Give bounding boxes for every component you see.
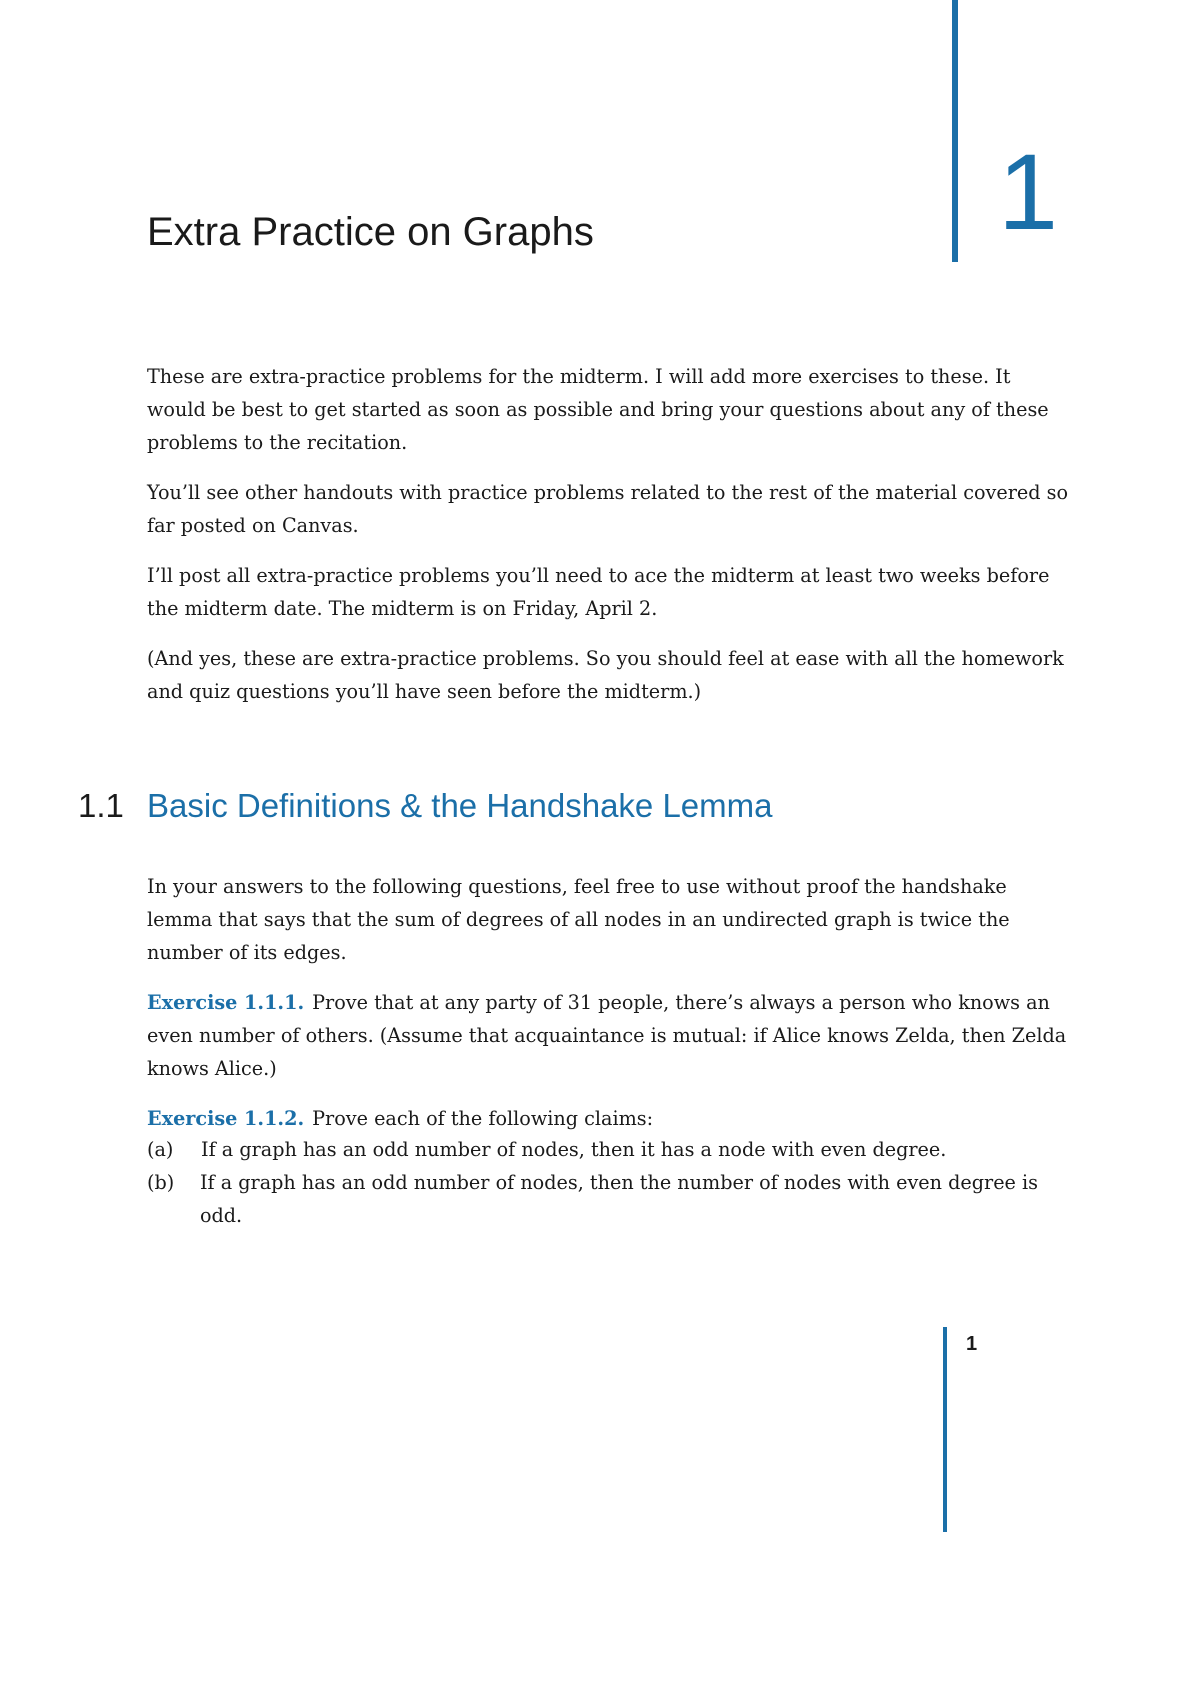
exercise-text: Prove that at any party of 31 people, there’s always a person who knows an even number of others. (Assume that acquaintance is mutual: if Alice knows Zelda, then Zelda knows Alice.) bbox=[147, 991, 1067, 1080]
chapter-number: 1 bbox=[998, 131, 1059, 252]
intro-text bbox=[147, 360, 1069, 725]
section-heading bbox=[78, 786, 773, 826]
claim-item bbox=[147, 1166, 1069, 1232]
chapter-accent-rule bbox=[952, 0, 958, 262]
intro-paragraph: (And yes, these are extra-practice problems. So you should feel at ease with all the homework and quiz questions you’ll have seen before the midterm.) bbox=[147, 647, 1064, 703]
section-body bbox=[147, 870, 1069, 1232]
intro-paragraph: You’ll see other handouts with practice problems related to the rest of the material covered so far posted on Canvas. bbox=[147, 481, 1068, 537]
claims-list bbox=[147, 1133, 1069, 1232]
page-accent-rule bbox=[943, 1327, 947, 1532]
chapter-title: Extra Practice on Graphs bbox=[147, 210, 594, 254]
section-intro: In your answers to the following questions, feel free to use without proof the handshake lemma that says that the sum of degrees of all nodes in an undirected graph is twice the number of its edges. bbox=[147, 875, 1010, 964]
claim-marker: (a) bbox=[147, 1138, 174, 1161]
page-number: 1 bbox=[966, 1333, 978, 1355]
section-title: Basic Definitions & the Handshake Lemma bbox=[147, 787, 773, 824]
intro-paragraph: These are extra-practice problems for the midterm. I will add more exercises to these. It would be best to get started as soon as possible and bring your questions about any of these problems to the recitation. bbox=[147, 365, 1049, 454]
exercise-2 bbox=[147, 1102, 1069, 1135]
claim-marker: (b) bbox=[147, 1171, 175, 1194]
claim-item bbox=[147, 1133, 1069, 1166]
claim-text: If a graph has an odd number of nodes, then it has a node with even degree. bbox=[201, 1138, 947, 1161]
exercise-1 bbox=[147, 986, 1069, 1085]
exercise-text: Prove each of the following claims: bbox=[312, 1107, 654, 1130]
intro-paragraph: I’ll post all extra-practice problems you’ll need to ace the midterm at least two weeks before the midterm date. The midterm is on Friday, April 2. bbox=[147, 564, 1050, 620]
section-number: 1.1 bbox=[78, 787, 124, 824]
exercise-label: Exercise 1.1.1. bbox=[147, 991, 305, 1014]
exercise-label: Exercise 1.1.2. bbox=[147, 1107, 305, 1130]
claim-text: If a graph has an odd number of nodes, then the number of nodes with even degree is odd. bbox=[199, 1171, 1038, 1227]
